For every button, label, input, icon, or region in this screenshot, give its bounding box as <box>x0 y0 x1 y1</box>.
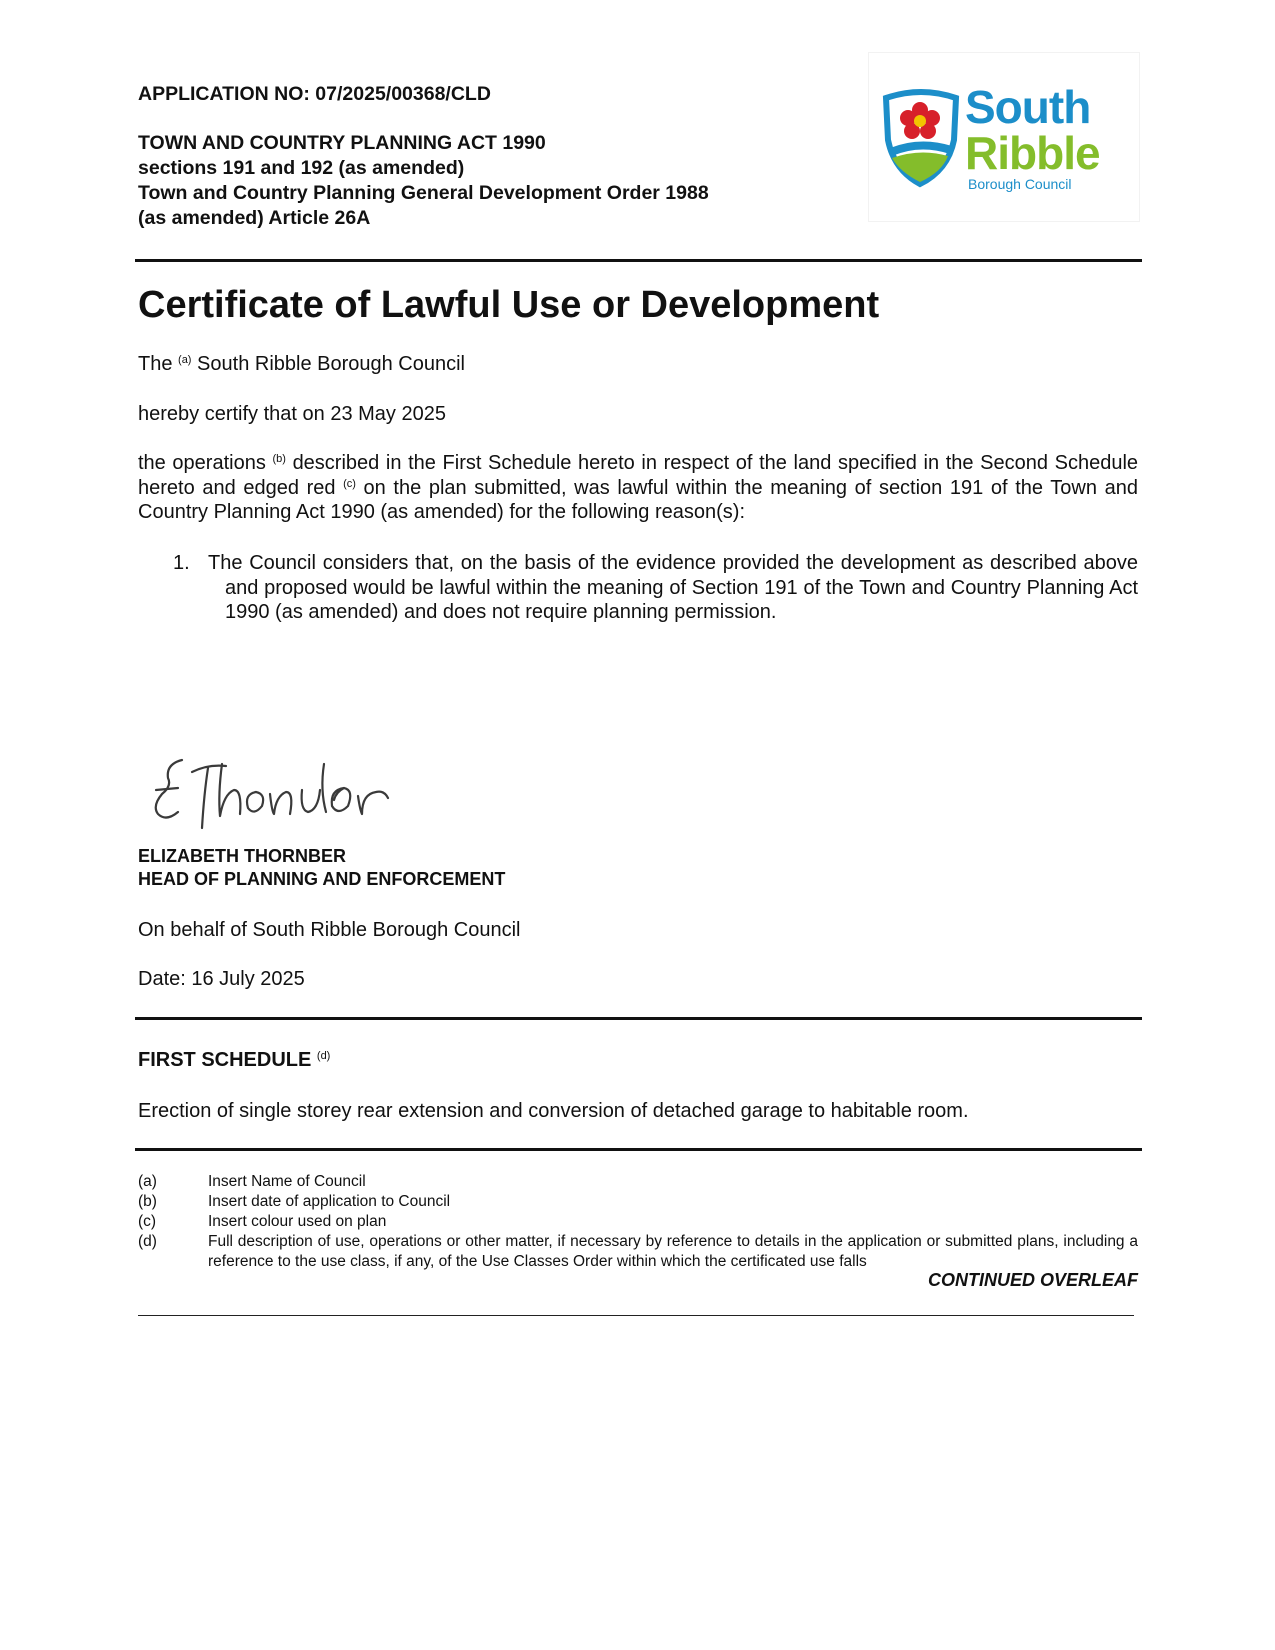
council-name: South Ribble Borough Council <box>197 353 465 375</box>
continued-overleaf: CONTINUED OVERLEAF <box>927 1270 1138 1290</box>
signatory-role: HEAD OF PLANNING AND ENFORCEMENT <box>138 869 506 889</box>
act-line-1: TOWN AND COUNTRY PLANNING ACT 1990 <box>138 132 546 154</box>
footnote-item <box>138 1192 1138 1212</box>
footnote-key: (c) <box>138 1213 157 1230</box>
logo-subtitle: Borough Council <box>968 176 1072 192</box>
act-line-2: sections 191 and 192 (as amended) <box>138 157 465 179</box>
bottom-underline <box>138 1315 1134 1316</box>
footnote-text: Insert date of application to Council <box>208 1193 451 1210</box>
council-line-prefix: The <box>138 353 173 375</box>
operations-paragraph <box>138 451 1138 525</box>
certificate-date: Date: 16 July 2025 <box>138 968 305 990</box>
footnote-mark-b: (b) <box>272 453 286 465</box>
footnote-mark-a: (a) <box>178 354 192 366</box>
footnote-mark-c: (c) <box>343 477 356 490</box>
operations-text-3: on the plan submitted, was lawful within the meaning of section 191 of the Town and Country Planning Act 1990 (as amended) for the following reason(s): <box>138 476 1138 523</box>
logo-word-south: South <box>965 81 1091 133</box>
certificate-title: Certificate of Lawful Use or Development <box>138 284 880 326</box>
footnotes <box>138 1172 1138 1272</box>
footnote-item <box>138 1212 1138 1232</box>
first-schedule-heading <box>138 1048 330 1072</box>
first-schedule-text: Erection of single storey rear extension and conversion of detached garage to habitable room. <box>138 1100 969 1122</box>
signature-divider <box>135 1017 1142 1020</box>
header-divider <box>135 259 1142 262</box>
council-crest-icon <box>880 88 962 188</box>
footnote-item <box>138 1172 1138 1192</box>
footnote-text: Insert Name of Council <box>208 1173 366 1190</box>
logo-word-ribble: Ribble <box>965 127 1100 179</box>
footnote-item <box>138 1232 1138 1272</box>
reason-number: 1. <box>173 552 190 574</box>
footnote-key: (b) <box>138 1193 157 1210</box>
council-line <box>138 352 465 377</box>
signatory-name: ELIZABETH THORNBER <box>138 846 346 866</box>
certify-line: hereby certify that on 23 May 2025 <box>138 403 446 425</box>
first-schedule-title: FIRST SCHEDULE <box>138 1049 312 1071</box>
reason-text: The Council considers that, on the basis of the evidence provided the development as described above and proposed would be lawful within the meaning of Section 191 of the Town and Country Planning Act 1990 (as amended) and does not require planning permission. <box>208 552 1138 623</box>
application-number: APPLICATION NO: 07/2025/00368/CLD <box>138 83 491 105</box>
act-line-4: (as amended) Article 26A <box>138 207 371 229</box>
footnote-key: (d) <box>138 1233 157 1250</box>
operations-text-2: described in the First Schedule hereto in respect of the land specified in the Second Schedule hereto and edged red <box>138 452 1139 499</box>
operations-text-1: the operations <box>138 452 266 474</box>
signature-icon <box>148 750 408 835</box>
footnote-text: Insert colour used on plan <box>208 1213 387 1230</box>
footnote-key: (a) <box>138 1173 157 1190</box>
act-line-3: Town and Country Planning General Development Order 1988 <box>138 182 709 204</box>
footnote-text: Full description of use, operations or other matter, if necessary by reference to details in the application or submitted plans, including a reference to the use class, if any, of the Use Classes Order within which the certificated use falls <box>208 1233 1138 1270</box>
footnote-mark-d: (d) <box>316 1050 331 1062</box>
schedule-divider <box>135 1148 1142 1151</box>
behalf-line: On behalf of South Ribble Borough Council <box>138 919 521 941</box>
